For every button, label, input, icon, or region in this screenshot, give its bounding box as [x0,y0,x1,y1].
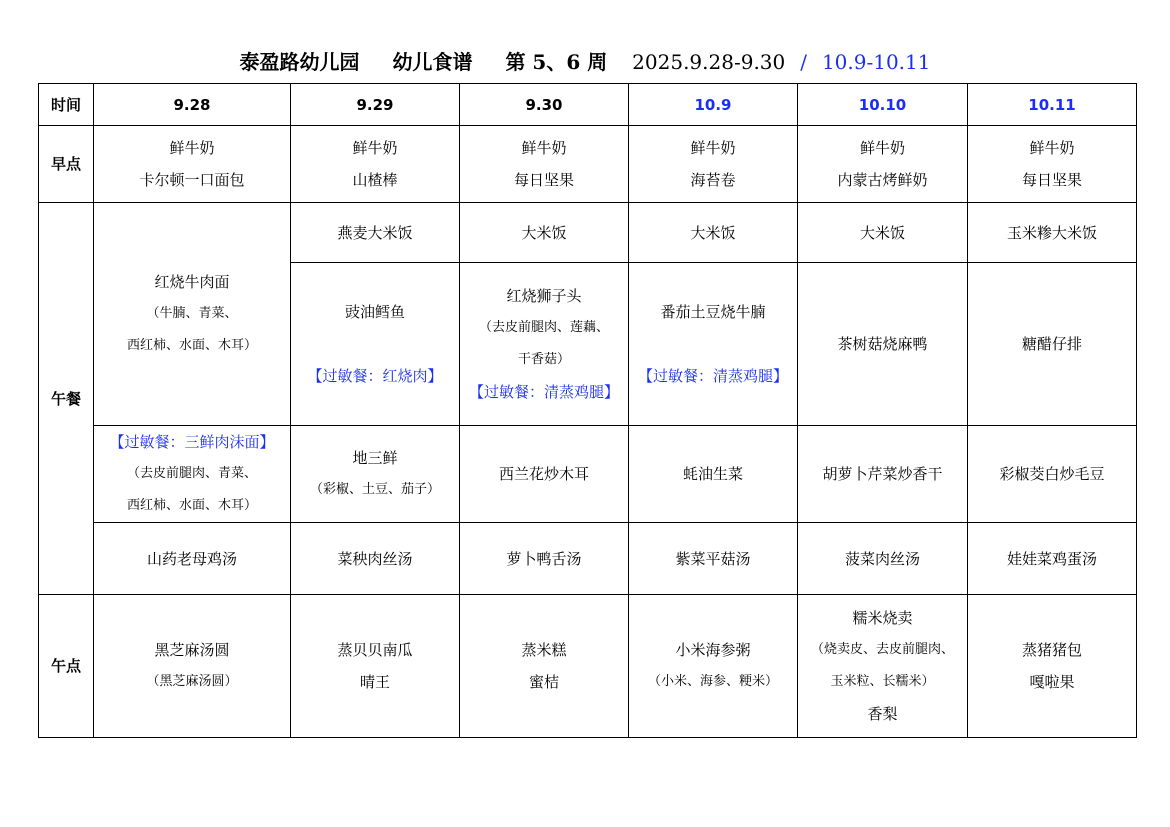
dish-name: 海苔卷 [690,171,736,189]
dish-name: 红烧牛肉面 [154,273,230,291]
dish-name: 鲜牛奶 [169,139,215,157]
dish-ingredients: （牛腩、青菜、 [146,306,238,321]
breakfast-cell [291,126,460,203]
date-header: 9.28 [94,84,291,126]
soup-cell: 菠菜肉丝汤 [798,523,968,595]
snack-cell [94,595,291,738]
dish-name: 糯米烧卖 [852,609,913,627]
week-label: 第 5、6 周 [505,50,608,74]
allergy-note: 【过敏餐：清蒸鸡腿】 [468,383,619,401]
lunch-label: 午餐 [39,203,94,595]
date-range-1: 2025.9.28-9.30 [632,50,786,74]
staple-cell: 大米饭 [629,203,798,263]
dish-name: 小米海参粥 [675,641,751,659]
soup-cell: 娃娃菜鸡蛋汤 [968,523,1137,595]
veg-cell: 彩椒茭白炒毛豆 [968,426,1137,523]
dish-name: 蒸贝贝南瓜 [337,641,413,659]
dish-ingredients: （小米、海参、粳米） [647,674,778,689]
dish-ingredients: （去皮前腿肉、莲藕、 [478,320,609,335]
dish-name: 蒸米糕 [521,641,567,659]
date-range-2: 10.9-10.11 [821,50,931,74]
snack-cell [629,595,798,738]
dish-ingredients: 干香菇） [517,352,570,367]
dish-name: 地三鲜 [352,449,398,467]
allergy-note: 【过敏餐：清蒸鸡腿】 [637,367,788,385]
dish-ingredients: 玉米粒、长糯米） [830,674,935,689]
snack-label: 午点 [39,595,94,738]
dish-name: 内蒙古烤鲜奶 [837,171,928,189]
breakfast-cell [94,126,291,203]
dish-name: 豉油鳕鱼 [344,303,405,321]
veg-cell: 蚝油生菜 [629,426,798,523]
lunch-main-cell: 糖醋仔排 [968,263,1137,426]
snack-cell [291,595,460,738]
snack-row [39,595,1137,738]
staple-cell: 玉米糁大米饭 [968,203,1137,263]
veg-cell: 胡萝卜芹菜炒香干 [798,426,968,523]
breakfast-cell [968,126,1137,203]
dish-ingredients: （烧卖皮、去皮前腿肉、 [810,642,954,657]
menu-title: 幼儿食谱 [392,50,473,74]
dish-name: 鲜牛奶 [1029,139,1075,157]
dish-name: 蒸猪猪包 [1021,641,1082,659]
fruit-name: 嘎啦果 [1029,673,1075,691]
breakfast-row [39,126,1137,203]
dish-ingredients: 西红柿、水面、木耳） [126,498,257,513]
menu-table [38,83,1137,738]
time-header: 时间 [39,84,94,126]
snack-cell [460,595,629,738]
fruit-name: 蜜桔 [528,673,559,691]
snack-cell [968,595,1137,738]
dish-name: 黑芝麻汤圆 [154,641,230,659]
dish-ingredients: （彩椒、土豆、茄子） [309,482,440,497]
date-header: 10.10 [798,84,968,126]
staple-cell: 大米饭 [460,203,629,263]
breakfast-cell [629,126,798,203]
page-title [0,46,1170,75]
dish-ingredients: 西红柿、水面、木耳） [126,338,257,353]
dish-ingredients: （去皮前腿肉、青菜、 [126,466,257,481]
lunch-main-cell: 茶树菇烧麻鸭 [798,263,968,426]
veg-cell: 西兰花炒木耳 [460,426,629,523]
staple-cell: 大米饭 [798,203,968,263]
staple-cell: 燕麦大米饭 [291,203,460,263]
snack-cell [798,595,968,738]
header-row [39,84,1137,126]
dish-name: 卡尔顿一口面包 [139,171,245,189]
date-header: 9.29 [291,84,460,126]
veg-cell [291,426,460,523]
breakfast-cell [460,126,629,203]
lunch-main-cell [94,203,291,426]
lunch-main-cell [629,263,798,426]
soup-cell: 萝卜鸭舌汤 [460,523,629,595]
dish-name: 每日坚果 [1021,171,1082,189]
date-header: 10.11 [968,84,1137,126]
dish-name: 山楂棒 [352,171,398,189]
lunch-veg-row [39,426,1137,523]
allergy-note: 【过敏餐：红烧肉】 [307,367,443,385]
dish-name: 鲜牛奶 [521,139,567,157]
dish-name: 每日坚果 [513,171,574,189]
school-name: 泰盈路幼儿园 [239,50,360,74]
soup-cell: 山药老母鸡汤 [94,523,291,595]
breakfast-label: 早点 [39,126,94,203]
dish-name: 鲜牛奶 [352,139,398,157]
dish-ingredients: （黑芝麻汤圆） [146,674,238,689]
soup-cell: 紫菜平菇汤 [629,523,798,595]
dish-name: 番茄土豆烧牛腩 [660,303,766,321]
soup-cell: 菜秧肉丝汤 [291,523,460,595]
lunch-soup-row [39,523,1137,595]
lunch-main-cell [291,263,460,426]
dish-name: 红烧狮子头 [506,287,582,305]
date-header: 10.9 [629,84,798,126]
lunch-staple-row [39,203,1137,263]
fruit-name: 香梨 [867,705,898,723]
allergy-meal-cell [94,426,291,523]
allergy-note: 【过敏餐：三鲜肉沫面】 [109,433,275,451]
lunch-main-cell [460,263,629,426]
date-range-separator: / [800,50,807,74]
dish-name: 鲜牛奶 [859,139,905,157]
date-header: 9.30 [460,84,629,126]
dish-name: 鲜牛奶 [690,139,736,157]
breakfast-cell [798,126,968,203]
fruit-name: 晴王 [359,673,390,691]
